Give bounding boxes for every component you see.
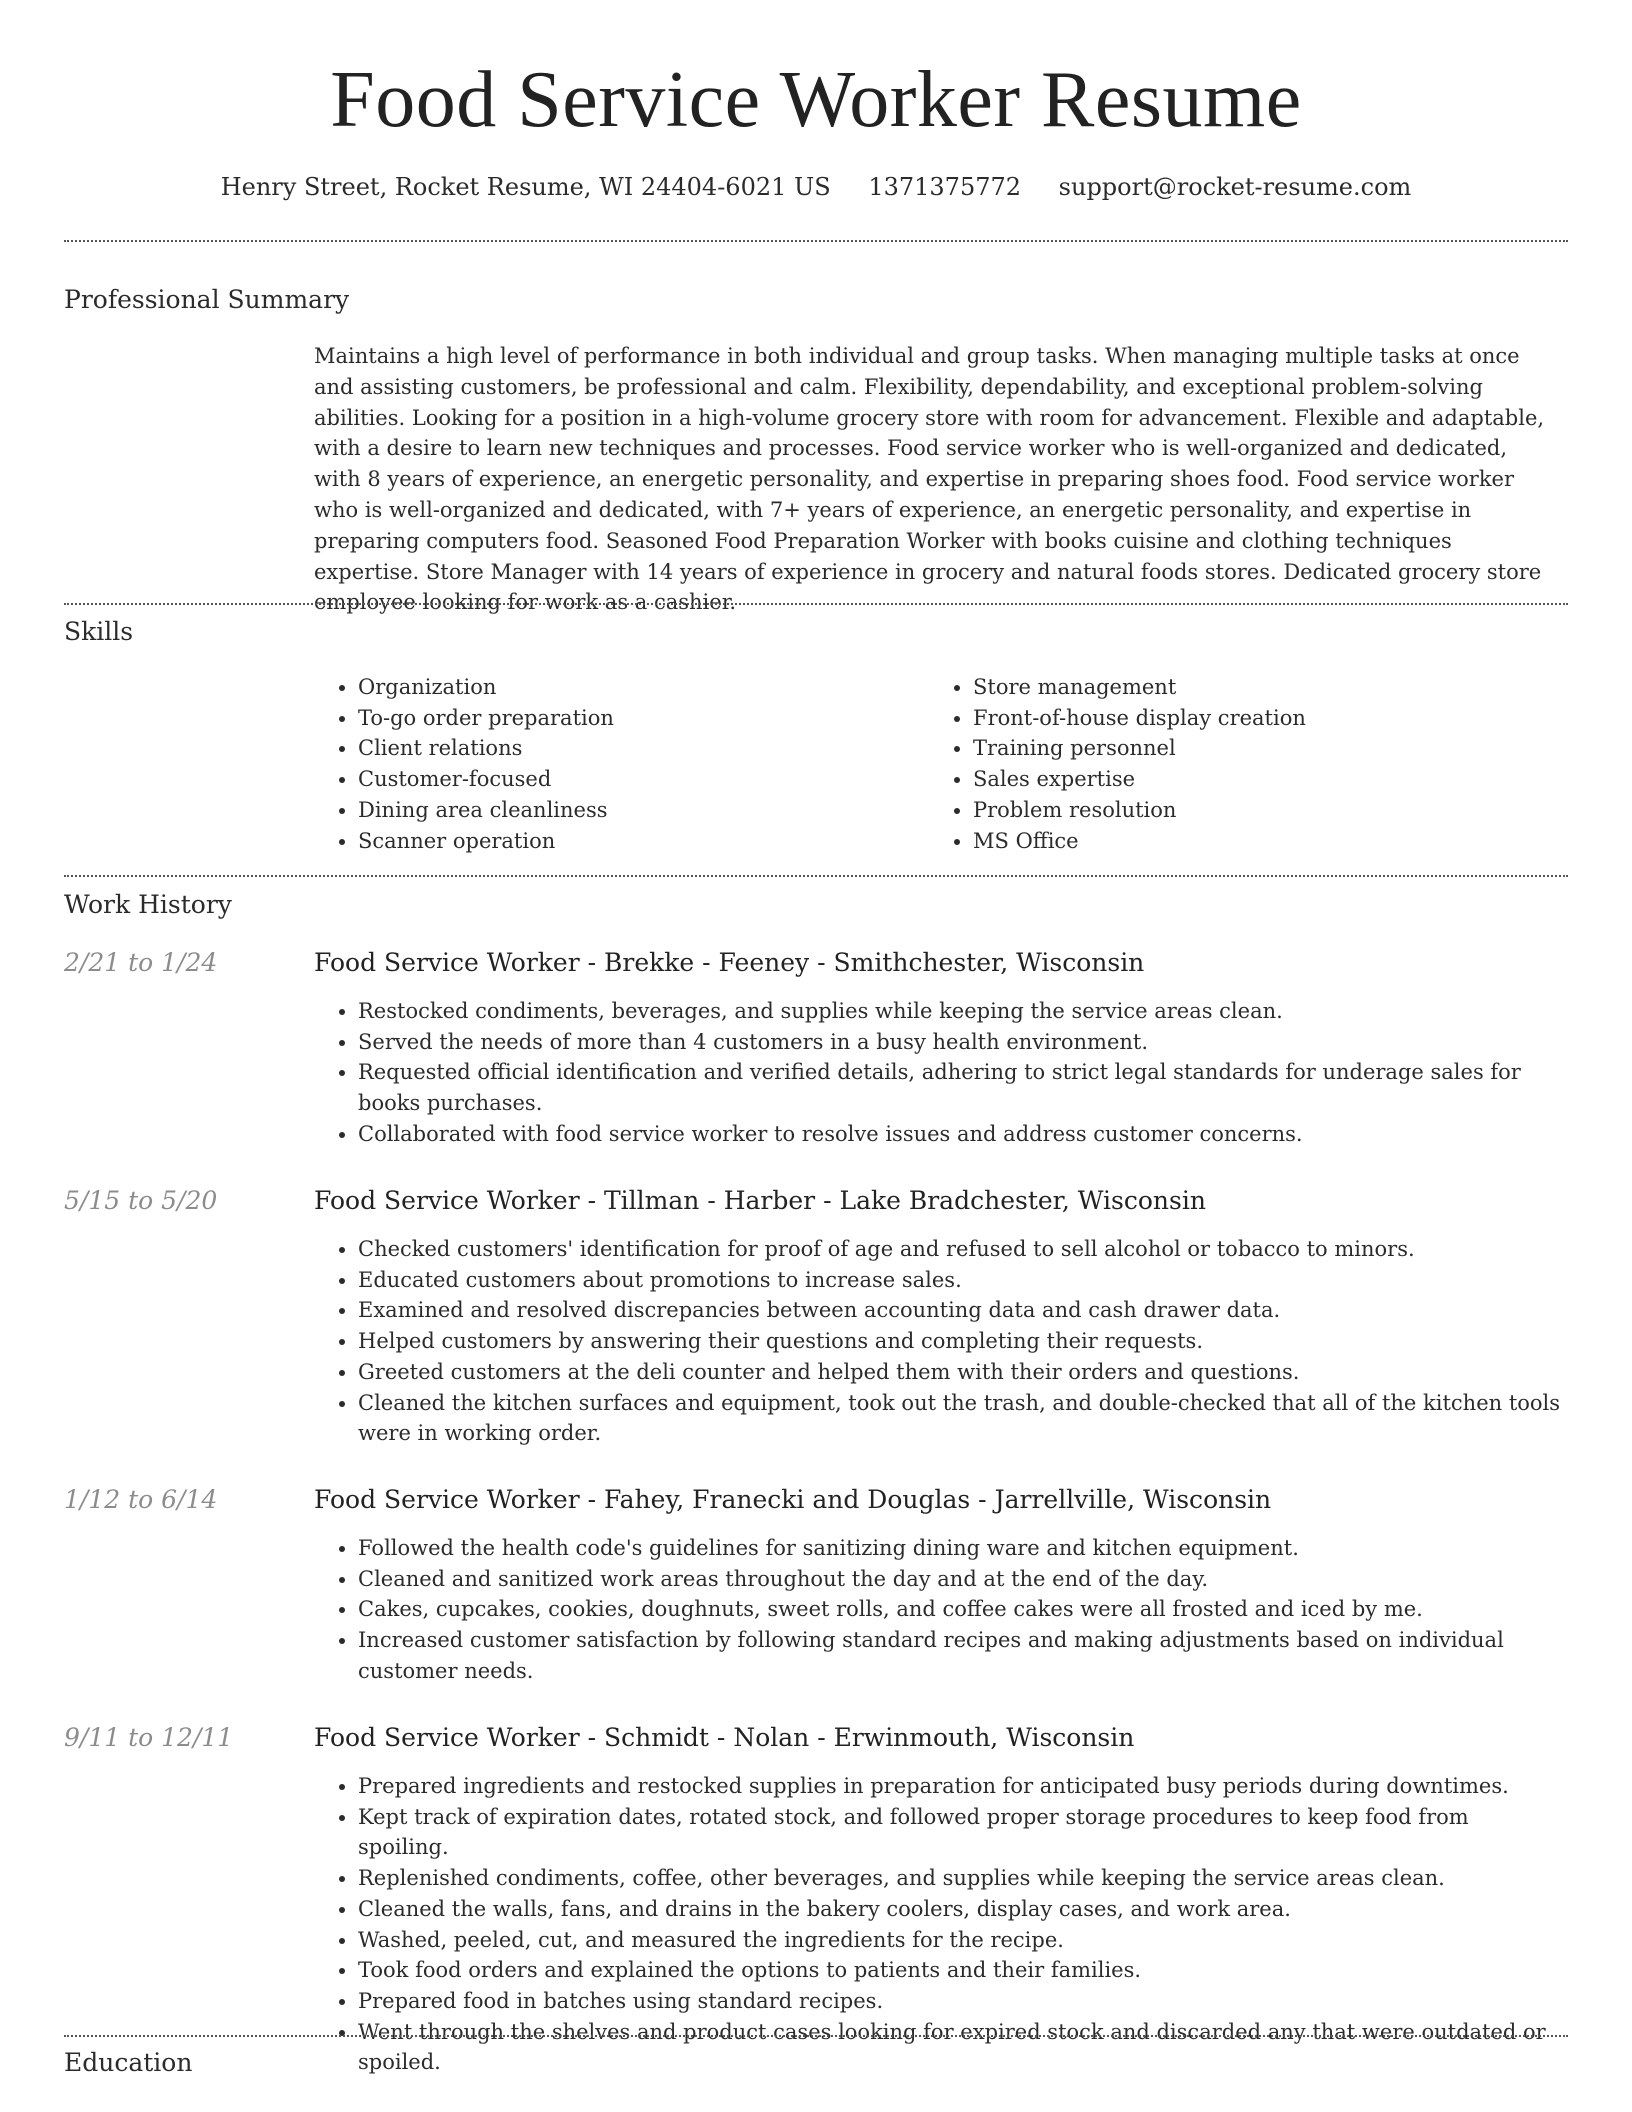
skill-item: • Customer-focused [358, 764, 929, 795]
skills-column-left [314, 672, 929, 856]
contact-line [0, 170, 1632, 204]
skill-item: • Dining area cleanliness [358, 795, 929, 826]
job-duty: • Prepared food in batches using standard recipes. [358, 1986, 1564, 2017]
skills-heading: Skills [64, 617, 134, 646]
skills-column-right [929, 672, 1544, 856]
section-divider [64, 2035, 1568, 2037]
job-heading: Food Service Worker - Tillman - Harber - Lake Bradchester, Wisconsin [314, 1186, 1206, 1215]
job-duties [314, 1533, 1564, 1687]
job-duty: • Restocked condiments, beverages, and supplies while keeping the service areas clean. [358, 996, 1564, 1027]
job-duties [314, 1771, 1564, 2078]
skill-item: • MS Office [973, 826, 1544, 857]
job-duty: • Replenished condiments, coffee, other beverages, and supplies while keeping the service areas clean. [358, 1863, 1564, 1894]
skills-list [314, 672, 1564, 856]
job-duty: • Prepared ingredients and restocked supplies in preparation for anticipated busy periods during downtimes. [358, 1771, 1564, 1802]
job-dates: 2/21 to 1/24 [64, 948, 218, 977]
job-duty: • Checked customers' identification for proof of age and refused to sell alcohol or tobacco to minors. [358, 1234, 1564, 1265]
job-duties [314, 1234, 1564, 1449]
job-heading: Food Service Worker - Schmidt - Nolan - Erwinmouth, Wisconsin [314, 1723, 1135, 1752]
skill-item: • Training personnel [973, 733, 1544, 764]
skill-item: • Client relations [358, 733, 929, 764]
job-duty: • Cleaned the kitchen surfaces and equipment, took out the trash, and double-checked that all of the kitchen tools were in working order. [358, 1388, 1564, 1449]
job-duty: • Cleaned and sanitized work areas throughout the day and at the end of the day. [358, 1564, 1564, 1595]
resume-title: Food Service Worker Resume [330, 56, 1302, 144]
job-duty: • Greeted customers at the deli counter and helped them with their orders and questions. [358, 1357, 1564, 1388]
job-duty: • Increased customer satisfaction by following standard recipes and making adjustments based on individual customer needs. [358, 1625, 1564, 1686]
job-duty: • Cakes, cupcakes, cookies, doughnuts, sweet rolls, and coffee cakes were all frosted and iced by me. [358, 1594, 1564, 1625]
job-duty: • Helped customers by answering their questions and completing their requests. [358, 1326, 1564, 1357]
job-duty: • Followed the health code's guidelines for sanitizing dining ware and kitchen equipment. [358, 1533, 1564, 1564]
skill-item: • Store management [973, 672, 1544, 703]
skill-item: • To-go order preparation [358, 703, 929, 734]
job-duty: • Requested official identification and verified details, adhering to strict legal standards for underage sales for books purchases. [358, 1057, 1564, 1118]
skill-item: • Problem resolution [973, 795, 1544, 826]
job-dates: 1/12 to 6/14 [64, 1485, 218, 1514]
skill-item: • Organization [358, 672, 929, 703]
job-duty: • Washed, peeled, cut, and measured the ingredients for the recipe. [358, 1925, 1564, 1956]
contact-address: Henry Street, Rocket Resume, WI 24404-6021 US [220, 173, 831, 201]
job-duty: • Cleaned the walls, fans, and drains in the bakery coolers, display cases, and work area. [358, 1894, 1564, 1925]
job-duty: • Educated customers about promotions to increase sales. [358, 1265, 1564, 1296]
professional-summary-heading: Professional Summary [64, 285, 350, 314]
job-duty: • Collaborated with food service worker to resolve issues and address customer concerns. [358, 1119, 1564, 1150]
contact-email: support@rocket-resume.com [1058, 173, 1412, 201]
job-duty: • Kept track of expiration dates, rotated stock, and followed proper storage procedures to keep food from spoiling. [358, 1802, 1564, 1863]
section-divider [64, 603, 1568, 605]
contact-phone: 1371375772 [868, 173, 1022, 201]
job-duty: • Took food orders and explained the options to patients and their families. [358, 1955, 1564, 1986]
education-heading: Education [64, 2048, 193, 2077]
work-history-heading: Work History [64, 890, 232, 919]
job-dates: 9/11 to 12/11 [64, 1723, 234, 1752]
job-heading: Food Service Worker - Brekke - Feeney - Smithchester, Wisconsin [314, 948, 1145, 977]
job-dates: 5/15 to 5/20 [64, 1186, 218, 1215]
professional-summary-text: Maintains a high level of performance in both individual and group tasks. When managing multiple tasks at once and assisting customers, be professional and calm. Flexibility, dependability, and exceptional problem-solving abilities. Looking for a position in a high-volume grocery store with room for advancement. Flexible and adaptable, with a desire to learn new techniques and processes. Food service worker who is well-organized and dedicated, with 8 years of experience, an energetic personality, and expertise in preparing shoes food. Food service worker who is well-organized and dedicated, with 7+ years of experience, an energetic personality, and expertise in preparing computers food. Seasoned Food Preparation Worker with books cuisine and clothing techniques expertise. Store Manager with 14 years of experience in grocery and natural foods stores. Dedicated grocery store employee looking for work as a cashier. [314, 344, 1545, 615]
skill-item: • Scanner operation [358, 826, 929, 857]
skill-item: • Front-of-house display creation [973, 703, 1544, 734]
section-divider [64, 875, 1568, 877]
job-heading: Food Service Worker - Fahey, Franecki and Douglas - Jarrellville, Wisconsin [314, 1485, 1272, 1514]
job-duties [314, 996, 1564, 1150]
skill-item: • Sales expertise [973, 764, 1544, 795]
job-duty: • Served the needs of more than 4 customers in a busy health environment. [358, 1027, 1564, 1058]
job-duty: • Examined and resolved discrepancies between accounting data and cash drawer data. [358, 1295, 1564, 1326]
job-duty: • Went through the shelves and product cases looking for expired stock and discarded any that were outdated or spoiled. [358, 2017, 1564, 2078]
section-divider [64, 240, 1568, 242]
